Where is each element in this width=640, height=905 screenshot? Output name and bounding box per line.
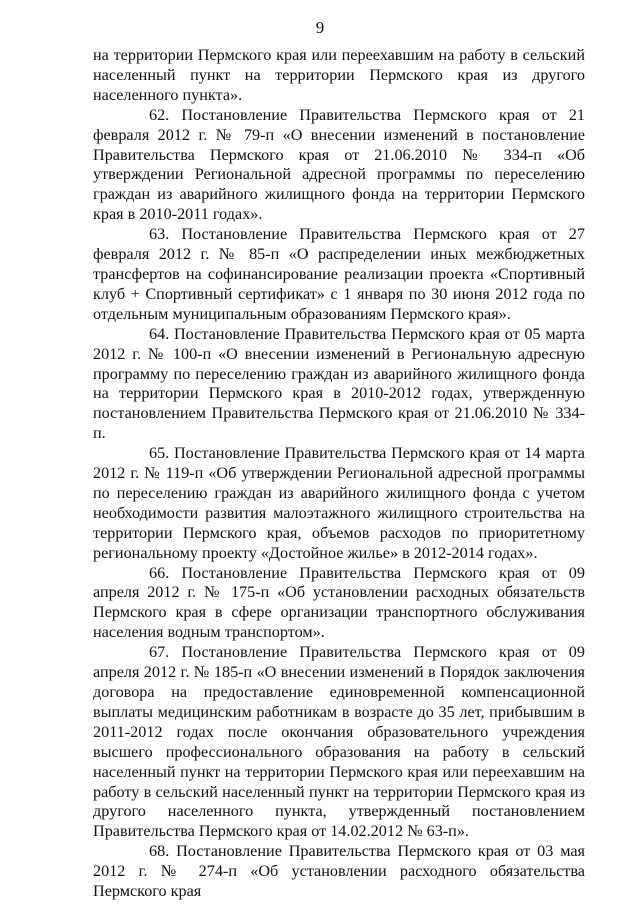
paragraph-continuation: на территории Пермского края или переехавшим на работу в сельский населенный пункт на территории Пермского края из другого населенного пункта». xyxy=(93,46,585,104)
list-item-63: 63. Постановление Правительства Пермского края от 27 февраля 2012 г. № 85-п «О распределении иных межбюджетных трансфертов на софинансирование реализации проекта «Спортивный клуб + Спортивный сертификат» с 1 января по 30 июня 2012 года по отдельным муниципальным образованиям Пермского края». xyxy=(93,225,585,323)
document-body xyxy=(93,46,585,902)
list-item-66: 66. Постановление Правительства Пермского края от 09 апреля 2012 г. № 175-п «Об установлении расходных обязательств Пермского края в сфере организации транспортного обслуживания населения водным транспортом». xyxy=(93,563,585,642)
list-item-64: 64. Постановление Правительства Пермского края от 05 марта 2012 г. № 100-п «О внесении изменений в Региональную адресную программу по переселению граждан из аварийного жилищного фонда на территории Пермского края в 2010-2012 годах, утвержденную постановлением Правительства Пермского края от 21.06.2010 № 334-п. xyxy=(93,324,585,443)
list-item-68: 68. Постановление Правительства Пермского края от 03 мая 2012 г. № 274-п «Об установлении расходного обязательства Пермского края xyxy=(93,842,585,901)
list-item-67: 67. Постановление Правительства Пермского края от 09 апреля 2012 г. № 185-п «О внесении изменений в Порядок заключения договора на предоставление единовременной компенсационной выплаты медицинским работникам в возрасте до 35 лет, прибывшим в 2011-2012 годах после окончания образовательного учреждения высшего профессионального образования на работу в сельский населенный пункт на территории Пермского края или переехавшим на работу в сельский населенный пункт на территории Пермского края из другого населенного пункта, утвержденный постановлением Правительства Пермского края от 14.02.2012 № 63-п». xyxy=(93,643,585,841)
list-item-65: 65. Постановление Правительства Пермского края от 14 марта 2012 г. № 119-п «Об утверждении Региональной адресной программы по переселению граждан из аварийного жилищного фонда с учетом необходимости развития малоэтажного жилищного строительства на территории Пермского края, объемов расходов по приоритетному региональному проекту «Достойное жилье» в 2012-2014 годах». xyxy=(93,444,585,562)
page-number: 9 xyxy=(315,18,325,37)
list-item-62: 62. Постановление Правительства Пермского края от 21 февраля 2012 г. № 79-п «О внесении изменений в постановление Правительства Пермского края от 21.06.2010 № 334-п «Об утверждении Региональной адресной программы по переселению граждан из аварийного жилищного фонда на территории Пермского края в 2010-2011 годах». xyxy=(93,105,585,224)
